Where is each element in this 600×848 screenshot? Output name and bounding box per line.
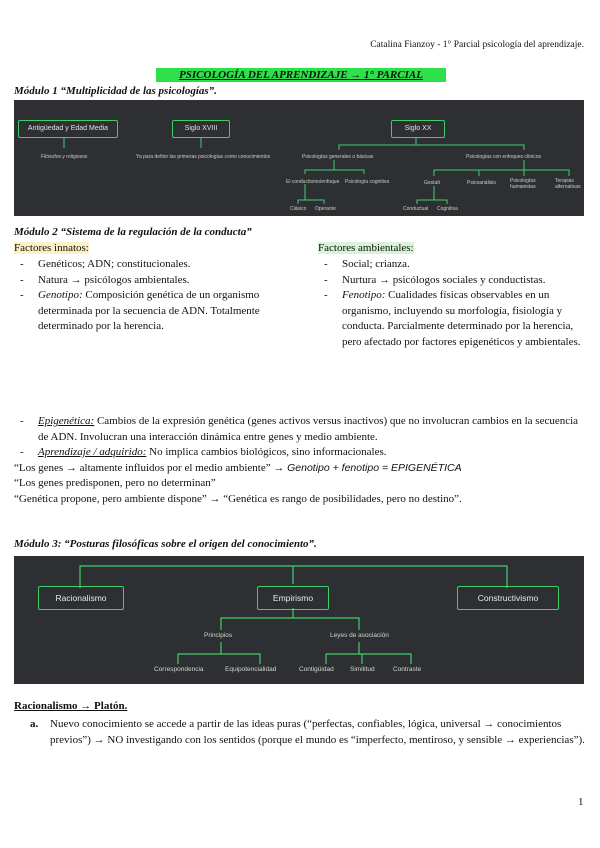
modulo3-heading: Módulo 3: “Posturas filosóficas sobre el origen del conocimiento”. <box>14 538 317 550</box>
innatos-title: Factores innatos: <box>14 242 89 254</box>
ambientales-item: - Social; crianza. <box>318 257 588 273</box>
ambientales-title: Factores ambientales: <box>318 242 414 254</box>
modulo2-heading: Módulo 2 “Sistema de la regulación de la conducta” <box>14 226 252 238</box>
ambientales-column <box>318 242 588 350</box>
page-number: 1 <box>578 796 584 808</box>
label-operante: Operante <box>315 206 336 212</box>
box-siglo-xx: Siglo XX <box>391 120 445 138</box>
label-primeras-psicologias: Ya para definir las primeras psicologías como conocimientos <box>136 154 271 160</box>
ambientales-item: - Nurtura → psicólogos sociales y conductistas. <box>318 273 588 289</box>
label-leyes-asociacion: Leyes de asociación <box>330 632 389 639</box>
box-constructivismo: Constructivismo <box>457 586 559 610</box>
innatos-item: - Genotipo: Composición genética de un organismo determinada por la secuencia de ADN. Totalmente determinado por la herencia. <box>14 288 294 335</box>
epigenetica-item: - Epigenética: Cambios de la expresión genética (genes activos versus inactivos) que no involucran cambios en la secuencia de ADN. Involucran una interacción dinámica entre genes y medio ambiente. <box>14 414 588 445</box>
modulo3-connectors <box>14 556 584 684</box>
label-contraste: Contraste <box>393 666 422 673</box>
document-header: Catalina Fianzoy - 1° Parcial psicología del aprendizaje. <box>370 40 584 50</box>
racionalismo-item-text: Nuevo conocimiento se accede a partir de las ideas puras (“perfectas, confiables, lógica, universal → conocimientos previos”) → NO investigando con los sentidos (porque el mundo es “imperfecto, mentiroso, y sensible → experiencias”). <box>50 718 585 746</box>
box-empirismo: Empirismo <box>257 586 329 610</box>
label-conductual: Conductual <box>403 206 429 212</box>
epigenetica-block <box>14 414 588 507</box>
label-conductismo: El conductismo/enfoque <box>286 179 340 185</box>
aprendizaje-item: - Aprendizaje / adquirido: No implica cambios biológicos, sino informacionales. <box>14 445 588 461</box>
label-principios: Principios <box>204 632 233 639</box>
modulo1-diagram <box>14 100 584 216</box>
racionalismo-heading: Racionalismo → Platón. <box>14 700 128 712</box>
ambientales-item: - Fenotipo: Cualidades físicas observables en un organismo, incluyendo su morfología, fisiología y conducta. Parcialmente determinado por la herencia, pero afectado por factores epigenéticos y ambientales. <box>318 288 588 350</box>
box-racionalismo: Racionalismo <box>38 586 124 610</box>
innatos-item: - Natura → psicólogos ambientales. <box>14 273 294 289</box>
label-equipotencialidad: Equipotencialidad <box>225 666 277 673</box>
box-siglo-xviii: Siglo XVIII <box>172 120 230 138</box>
label-filosofos: Filósofos y religiosos <box>41 154 88 160</box>
label-psicologias-clinicas: Psicologías con enfoques clínicos <box>466 154 542 160</box>
label-clasico: Clásico <box>290 206 307 212</box>
label-humanistas: Psicologías humanistas <box>510 178 536 190</box>
label-psicologia-cognitiva: Psicología cognitiva <box>345 179 390 185</box>
page-title: PSICOLOGÍA DEL APRENDIZAJE → 1° PARCIAL <box>156 68 446 82</box>
quote-line-3: “Genética propone, pero ambiente dispone” → “Genética es rango de posibilidades, pero no destino”. <box>14 492 462 505</box>
label-correspondencia: Correspondencia <box>154 666 204 673</box>
innatos-column <box>14 242 294 335</box>
label-psicoanalisis: Psicoanálisis <box>467 180 496 186</box>
quote-line-2: “Los genes predisponen, pero no determinan” <box>14 477 216 489</box>
label-contiguidad: Contigüidad <box>299 666 334 673</box>
label-terapias: Terapias alternativas <box>555 178 581 190</box>
innatos-item: - Genéticos; ADN; constitucionales. <box>14 257 294 273</box>
label-psicologias-generales: Psicologías generales o básicas <box>302 154 374 160</box>
modulo3-diagram <box>14 556 584 684</box>
label-gestalt: Gestalt <box>424 180 440 186</box>
box-antiguedad: Antigüedad y Edad Media <box>18 120 118 138</box>
quote-line-1: “Los genes → altamente influidos por el medio ambiente” → Genotipo + fenotipo = EPIGENÉTICA <box>14 461 462 474</box>
label-cognitiva: Cognitiva <box>437 206 458 212</box>
label-similitud: Similitud <box>350 666 375 673</box>
modulo1-heading: Módulo 1 “Multiplicidad de las psicologías”. <box>14 85 217 97</box>
racionalismo-item-letter: a. <box>30 718 39 730</box>
